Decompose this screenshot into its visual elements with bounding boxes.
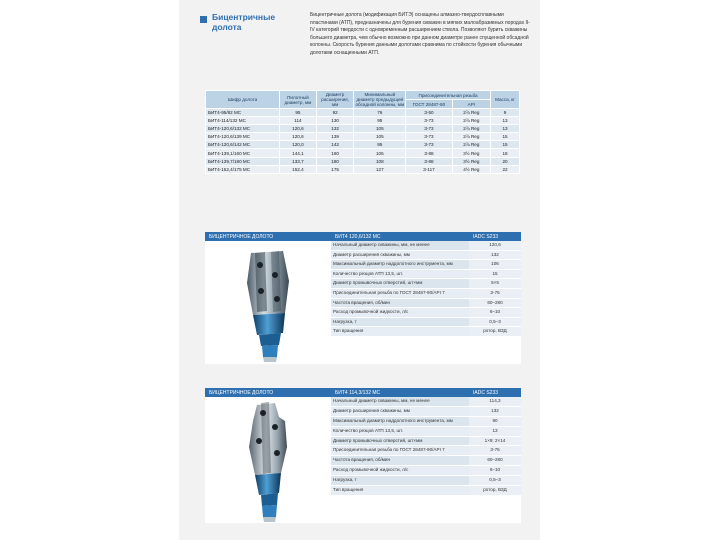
property-row [331,417,521,427]
property-label: Диаметр промывочных отверстий, шт×мм [331,279,469,288]
cell-pilot: 120,0 [280,141,317,149]
cell-pilot: 152,4 [280,165,317,173]
cell-mass: 15 [491,141,520,149]
property-row [331,299,521,309]
property-value: 90 [469,417,521,426]
property-value: 132 [469,251,521,260]
property-value: ротор, ВЗД [469,327,521,336]
property-label: Начальный диаметр скважины, мм, не менее [331,397,469,406]
cell-mass: 13 [491,125,520,133]
cell-type: БИТ4-120,6/139 МС [206,133,280,141]
property-label: Количество резцов АТП 13,5, шт. [331,270,469,279]
col-api: API [452,100,490,109]
cell-pass: 139 [316,133,354,141]
cell-mass: 20 [491,157,520,165]
property-value: 13 [469,427,521,436]
cell-drift: 105 [354,149,406,157]
property-value: 6–10 [469,466,521,475]
table-row [206,165,520,173]
property-label: Диаметр расширения скважины, мм [331,251,469,260]
col-type: Шифр долота [206,91,280,109]
property-row [331,260,521,270]
property-row [331,397,521,407]
card-properties [331,241,521,337]
property-row [331,437,521,447]
property-row [331,476,521,486]
property-label: Максимальный диаметр наддолотного инструмента, мм [331,260,469,269]
property-row [331,318,521,328]
cell-type: БИТ4-139,1/160 МС [206,149,280,157]
property-value: 0,5–3 [469,476,521,485]
property-row [331,486,521,496]
bit-image [205,241,330,364]
table-row [206,117,520,125]
cell-mass: 9 [491,109,520,117]
cell-pilot: 95 [280,109,317,117]
cell-pass: 142 [316,141,354,149]
property-value: 106 [469,260,521,269]
property-label: Частота вращения, об/мин [331,299,469,308]
cell-drift: 76 [354,109,406,117]
section-title: Бицентричные долота [212,12,276,32]
cell-gost: З-73 [406,141,453,149]
cell-api: 3½ Reg [452,157,490,165]
property-label: Количество резцов АТП 13,5, шт. [331,427,469,436]
cell-gost: З-73 [406,125,453,133]
cell-mass: 13 [491,117,520,125]
property-value: 120,6 [469,241,521,250]
cell-pass: 160 [316,149,354,157]
property-row [331,327,521,337]
property-row [331,407,521,417]
property-label: Тип вращения [331,486,469,495]
property-value: 0,5–3 [469,318,521,327]
property-value: ротор, ВЗД [469,486,521,495]
bicentric-bit-icon [205,397,330,523]
property-row [331,427,521,437]
col-mass: Масса, кг [491,91,520,109]
cell-pass: 130 [316,117,354,125]
cell-drift: 108 [354,157,406,165]
cell-pilot: 120,6 [280,133,317,141]
bicentric-bit-icon [205,241,330,364]
table-row [206,109,520,117]
card-header [205,388,521,397]
cell-api: 4½ Reg [452,165,490,173]
cell-drift: 127 [354,165,406,173]
property-label: Нагрузка, т [331,476,469,485]
cell-api: 2⅞ Reg [452,117,490,125]
table-row [206,149,520,157]
property-label: Расход промывочной жидкости, л/с [331,466,469,475]
cell-pilot: 114 [280,117,317,125]
cell-pass: 92 [316,109,354,117]
cell-gost: З-50 [406,109,453,117]
cell-api: 2⅞ Reg [452,125,490,133]
table-row [206,141,520,149]
property-value: 60–280 [469,456,521,465]
card-code: IADC S233 [473,389,499,396]
cell-type: БИТ4-152,4/175 МС [206,165,280,173]
product-card-1 [205,232,521,364]
cell-api: 2⅞ Reg [452,141,490,149]
col-gost: ГОСТ 28487-90 [406,100,453,109]
cell-api: 3½ Reg [452,149,490,157]
property-value: З-76 [469,289,521,298]
property-label: Присоединительная резьба по ГОСТ 28487-90/API 7 [331,289,469,298]
cell-drift: 105 [354,133,406,141]
cell-gost: З-117 [406,165,453,173]
property-row [331,456,521,466]
property-value: 6–10 [469,308,521,317]
cell-api: 2⅞ Reg [452,133,490,141]
spec-table [205,90,520,174]
spec-table-body [206,109,520,174]
property-label: Частота вращения, об/мин [331,456,469,465]
cell-drift: 95 [354,141,406,149]
property-row [331,241,521,251]
col-drift: Минимальный диаметр предыдущей обсадной колонны, мм [355,92,405,107]
cell-mass: 22 [491,165,520,173]
property-label: Максимальный диаметр наддолотного инструмента, мм [331,417,469,426]
card-code: IADC S233 [473,233,499,240]
cell-pilot: 120,6 [280,125,317,133]
property-value: 15 [469,270,521,279]
section-marker [200,16,207,23]
cell-pass: 180 [316,157,354,165]
card-label: БИЦЕНТРИЧНОЕ ДОЛОТО [209,233,274,240]
property-label: Присоединительная резьба по ГОСТ 28487-90/API 7 [331,446,469,455]
property-value: 132 [469,407,521,416]
table-row [206,133,520,141]
property-row [331,279,521,289]
property-label: Начальный диаметр скважины, мм, не менее [331,241,469,250]
card-header [205,232,521,241]
cell-pass: 175 [316,165,354,173]
product-card-2 [205,388,521,523]
property-value: 114,3 [469,397,521,406]
cell-type: БИТ4-120,6/142 МС [206,141,280,149]
property-row [331,289,521,299]
property-label: Расход промывочной жидкости, л/с [331,308,469,317]
cell-type: БИТ4-114/132 МС [206,117,280,125]
property-label: Диаметр промывочных отверстий, шт×мм [331,437,469,446]
property-label: Нагрузка, т [331,318,469,327]
property-value: З-76 [469,446,521,455]
property-value: 1×9; 2×14 [469,437,521,446]
card-model: БИТ4 120,6/132 МС [335,233,381,240]
property-value: 60–280 [469,299,521,308]
card-label: БИЦЕНТРИЧНОЕ ДОЛОТО [209,389,274,396]
cell-type: БИТ4-139,7/180 МС [206,157,280,165]
property-row [331,466,521,476]
cell-type: БИТ4-95/92 МС [206,109,280,117]
cell-gost: З-73 [406,133,453,141]
cell-api: 2⅞ Reg [452,109,490,117]
card-properties [331,397,521,496]
property-label: Тип вращения [331,327,469,336]
cell-drift: 95 [354,117,406,125]
cell-pass: 132 [316,125,354,133]
cell-mass: 18 [491,149,520,157]
col-thread: Присоединительная резьба [406,91,491,100]
intro-text: Бицентричные долота (модификация БИТЭ) оснащены алмазно-твердосплавными пластинами (АТП), предназначены для бурения скважин в мягких малоабразивных породах II-IV категорий твердости с одновременным расширением ствола. Позволяют бурить скважины большего диаметра, чем обычно возможно при данном диаметре ранее спущенной обсадной колонны. Скорость бурения данными долотами сравнима по стойкости бурения обычными долотами оснащенными АТП. [310,12,530,56]
property-row [331,308,521,318]
cell-gost: З-88 [406,157,453,165]
cell-pilot: 133,7 [280,157,317,165]
table-row [206,125,520,133]
property-row [331,270,521,280]
col-pilot: Пилотный диаметр, мм [280,91,317,109]
bit-image [205,397,330,523]
table-row [206,157,520,165]
property-value: 5×5 [469,279,521,288]
cell-gost: З-88 [406,149,453,157]
property-row [331,446,521,456]
card-model: БИТ4 114,3/132 МС [335,389,381,396]
cell-gost: З-73 [406,117,453,125]
property-row [331,251,521,261]
property-label: Диаметр расширения скважины, мм [331,407,469,416]
cell-drift: 105 [354,125,406,133]
col-pass: Диаметр расширения, мм [316,91,354,109]
cell-type: БИТ4-120,6/132 МС [206,125,280,133]
cell-pilot: 144,1 [280,149,317,157]
cell-mass: 15 [491,133,520,141]
